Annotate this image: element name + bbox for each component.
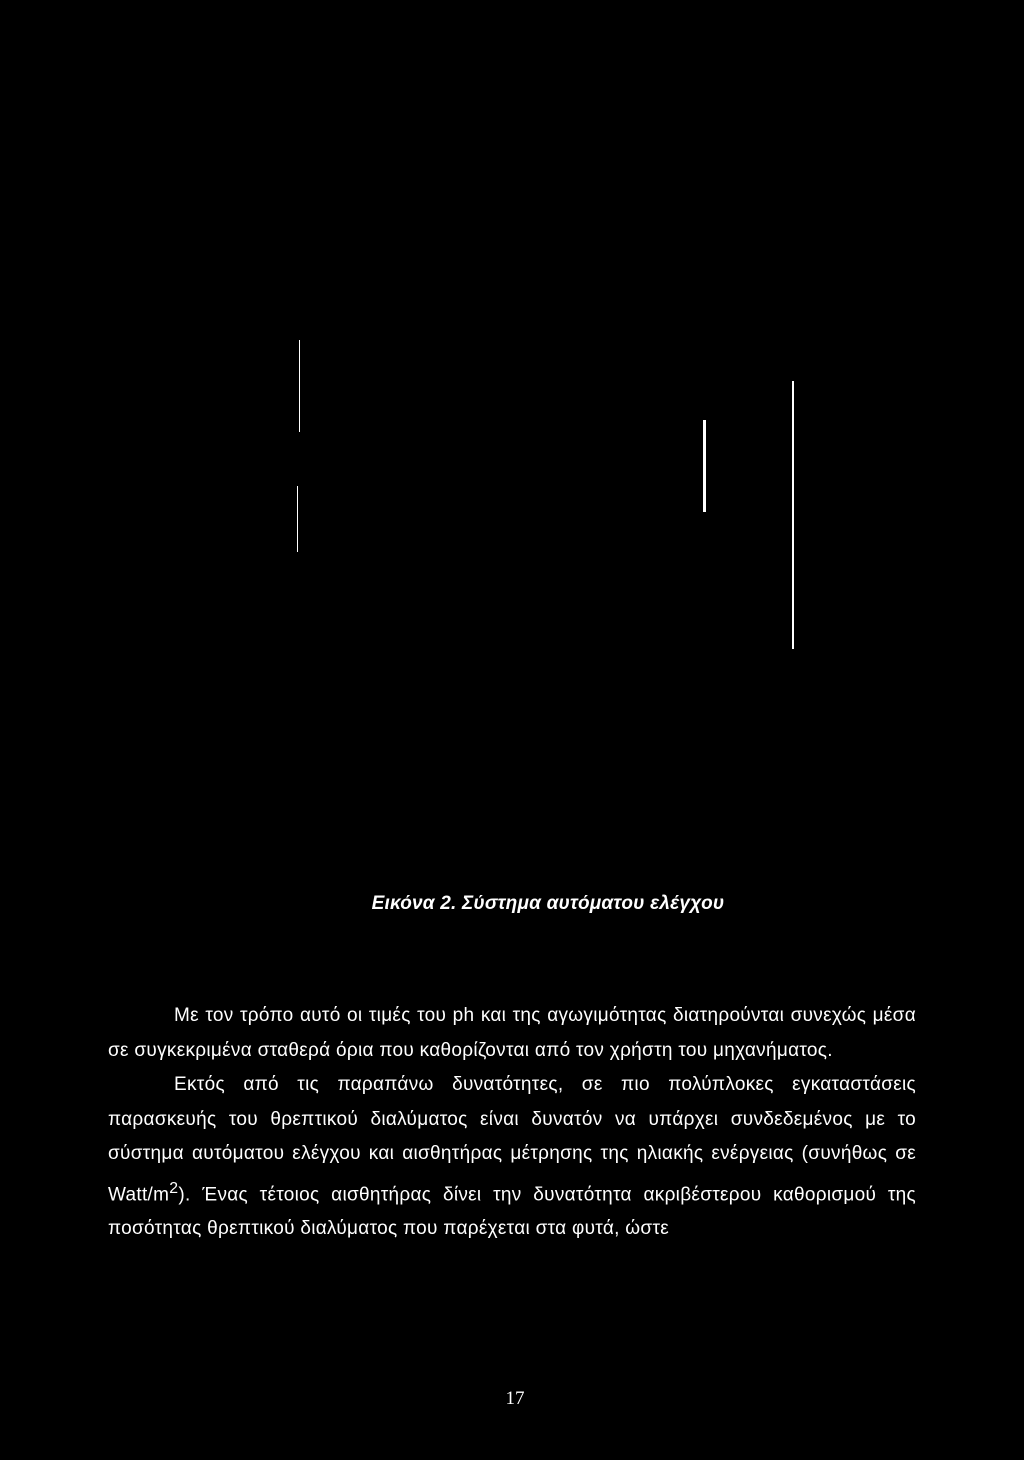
paragraph xyxy=(108,1068,916,1247)
superscript: 2 xyxy=(169,1179,179,1197)
figure-caption xyxy=(0,893,1024,915)
figure-line xyxy=(299,340,300,432)
figure-caption-label: Εικόνα 2. xyxy=(371,893,457,914)
paragraph: Με τον τρόπο αυτό οι τιμές του ph και της αγωγιμότητας διατηρούνται συνεχώς μέσα σε συγκεκριμένα σταθερά όρια που καθορίζονται από τον χρήστη του μηχανήματος. xyxy=(108,1005,916,1061)
paragraph-text: ). Ένας τέτοιος αισθητήρας δίνει την δυνατότητα ακριβέστερου καθορισμού της ποσότητας θρεπτικού διαλύματος που παρέχεται στα φυτά, ώστε xyxy=(108,1183,916,1240)
body-text xyxy=(108,999,916,1247)
figure-line xyxy=(792,381,794,649)
figure-line xyxy=(703,420,706,512)
page-number: 17 xyxy=(505,1388,525,1409)
figure-caption-title: Σύστημα αυτόματου ελέγχου xyxy=(462,893,725,914)
figure-line xyxy=(297,486,298,552)
paragraph-text: Εκτός από τις παραπάνω δυνατότητες, σε πιο πολύπλοκες εγκαταστάσεις παρασκευής του θρεπτικού διαλύματος είναι δυνατόν να υπάρχει συνδεδεμένος με το σύστημα αυτόματου ελέγχου και αισθητήρας μέτρησης της ηλιακής ενέργειας (συνήθως σε Watt/m xyxy=(108,1074,916,1205)
